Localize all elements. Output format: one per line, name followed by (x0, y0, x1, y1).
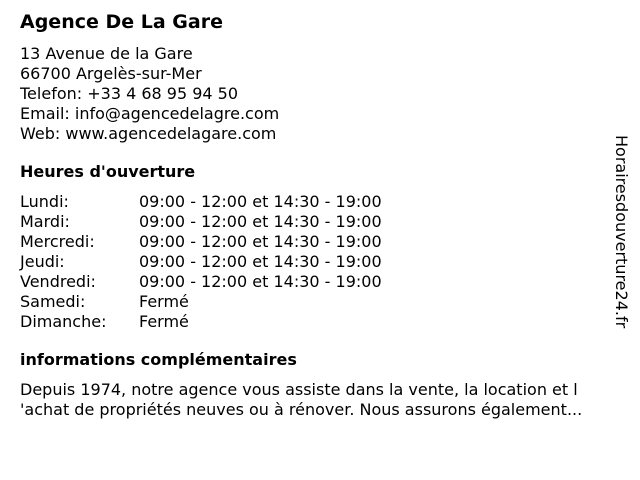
day-label: Mardi: (20, 212, 70, 231)
day-hours: 09:00 - 12:00 et 14:30 - 19:00 (139, 232, 382, 251)
additional-info-heading: informations complémentaires (20, 350, 297, 369)
description-line: Depuis 1974, notre agence vous assiste dans la vente, la location et l (20, 380, 578, 399)
hours-row-wednesday (20, 232, 382, 252)
day-label: Samedi: (20, 292, 86, 311)
day-hours: Fermé (139, 292, 189, 311)
day-label: Lundi: (20, 192, 69, 211)
hours-row-monday (20, 192, 382, 212)
day-label: Mercredi: (20, 232, 95, 251)
hours-row-tuesday (20, 212, 382, 232)
address-city: 66700 Argelès-sur-Mer (20, 64, 202, 83)
agency-card (20, 10, 620, 420)
address-street: 13 Avenue de la Gare (20, 44, 193, 63)
hours-row-thursday (20, 252, 382, 272)
hours-row-sunday (20, 312, 382, 332)
description-line: 'achat de propriétés neuves ou à rénover. Nous assurons également... (20, 400, 583, 419)
agency-name: Agence De La Gare (20, 11, 223, 33)
opening-hours-table (20, 192, 382, 332)
agency-description (20, 380, 632, 420)
hours-row-friday (20, 272, 382, 292)
email-address: Email: info@agencedelagre.com (20, 104, 280, 123)
day-label: Jeudi: (20, 252, 65, 271)
site-watermark: Horairesdouverture24.fr (612, 135, 631, 329)
day-label: Vendredi: (20, 272, 96, 291)
day-hours: 09:00 - 12:00 et 14:30 - 19:00 (139, 192, 382, 211)
day-label: Dimanche: (20, 312, 107, 331)
hours-row-saturday (20, 292, 382, 312)
phone-number: Telefon: +33 4 68 95 94 50 (20, 84, 239, 103)
day-hours: Fermé (139, 312, 189, 331)
opening-hours-heading: Heures d'ouverture (20, 162, 196, 181)
day-hours: 09:00 - 12:00 et 14:30 - 19:00 (139, 252, 382, 271)
day-hours: 09:00 - 12:00 et 14:30 - 19:00 (139, 272, 382, 291)
day-hours: 09:00 - 12:00 et 14:30 - 19:00 (139, 212, 382, 231)
website-address: Web: www.agencedelagare.com (20, 124, 277, 143)
